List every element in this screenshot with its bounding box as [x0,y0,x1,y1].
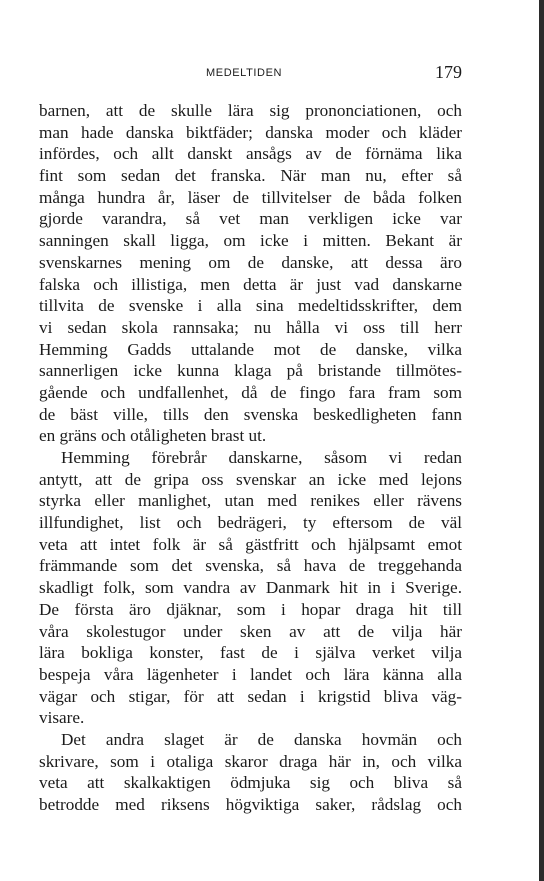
text-line: sannerligen icke kunna klaga på bristande tillmötes- [39,361,462,381]
text-line: vägar och stigar, för att sedan i krigstid bliva väg- [39,686,462,706]
text-line: skadligt folk, som vandra av Danmark hit in i Sverige. [39,578,462,598]
text-line: illfundighet, list och bedrägeri, ty eftersom de väl [39,513,462,533]
text-line: fint som sedan det franska. När man nu, efter så [39,166,462,186]
text-line: tillvita de svenske i alla sina medeltidsskrifter, dem [39,296,462,316]
text-line: antytt, att de gripa oss svenskar an icke med lejons [39,469,462,489]
text-line: De första äro djäknar, som i hopar draga hit till [39,599,462,619]
text-line: Det andra slaget är de danska hovmän och [61,729,462,749]
text-line: barnen, att de skulle lära sig prononciationen, och [39,101,462,120]
page-number: 179 [435,62,462,82]
text-line: betrodde med riksens högviktiga saker, rådslag och [39,795,462,814]
text-line: sanningen skall ligga, om icke i mitten. Bekant är [39,231,462,251]
text-line: gående och undfallenhet, då de fingo fara fram som [39,382,462,402]
text-line: infördes, och allt danskt ansågs av de förnäma lika [39,144,462,164]
text-line: veta att intet folk är så gästfritt och hjälpsamt emot [39,534,462,554]
text-line: visare. [39,708,85,728]
text-line: veta att skalkaktigen ödmjuka sig och bliva så [39,773,462,793]
text-line: de bäst ville, tills den svenska beskedligheten fann [39,404,462,424]
text-line: bespeja våra lägenheter i landet och lära känna alla [39,664,462,684]
text-line: vi sedan skola rannsaka; nu hålla vi oss till herr [39,317,462,337]
text-line: styrka eller manlighet, utan med renikes eller rävens [39,491,462,511]
text-line: gjorde varandra, så vet man verkligen icke var [39,209,462,229]
text-line: skrivare, som i otaliga skaror draga här in, och vilka [39,751,462,771]
scan-edge [539,0,544,881]
text-line: våra skolestugor under sken av att de vilja här [39,621,462,641]
running-head: MEDELTIDEN [206,67,283,79]
body-text [39,100,462,816]
page-header [40,62,462,84]
text-line: många hundra år, läser de tillvitelser de båda folken [39,187,462,207]
text-line: svenskarnes mening om de danske, att dessa äro [39,252,462,272]
text-line: lära bokliga konster, fast de i själva verket vilja [39,643,462,663]
text-line: främmande som det svenska, så hava de treggehanda [39,556,462,576]
text-line: man hade danska biktfäder; danska moder och kläder [39,122,462,142]
text-line: en gräns och otåligheten brast ut. [39,426,267,446]
text-line: falska och illistiga, men detta är just vad danskarne [39,274,462,294]
text-line: Hemming Gadds uttalande mot de danske, vilka [39,339,462,359]
text-line: Hemming förebrår danskarne, såsom vi redan [61,448,462,467]
